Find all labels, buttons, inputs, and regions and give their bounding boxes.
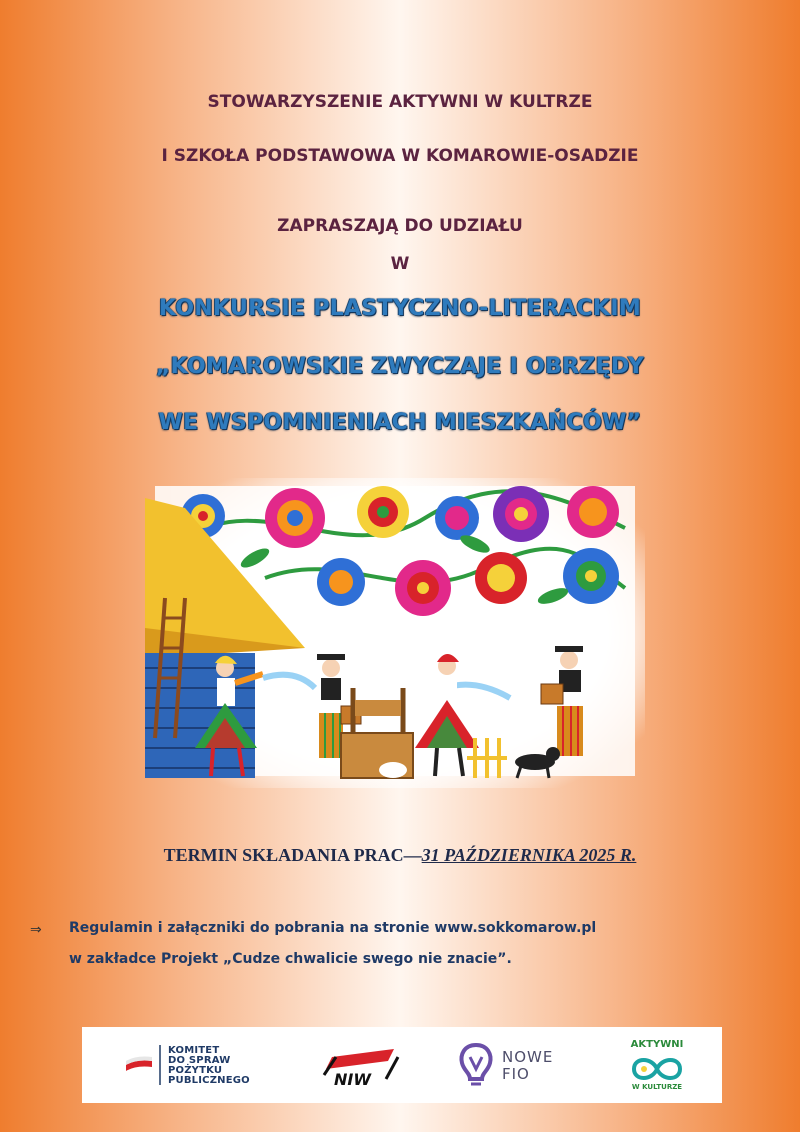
contest-title-line-2: „KOMAROWSKIE ZWYCZAJE I OBRZĘDY	[155, 354, 645, 379]
folk-illustration	[145, 478, 645, 788]
niw-logo	[314, 1027, 404, 1103]
aktywni-w-kulturze-logo	[612, 1027, 702, 1103]
invitation-line: ZAPRASZAJĄ DO UDZIAŁU	[277, 216, 523, 236]
contest-title-line-3: WE WSPOMNIENIACH MIESZKAŃCÓW”	[158, 410, 642, 435]
sponsor-logos-bar	[82, 1027, 722, 1103]
polish-flag-icon	[104, 1027, 164, 1103]
komitet-text: KOMITET DO SPRAW POŻYTKU PUBLICZNEGO	[168, 1045, 250, 1086]
aktywni-text: AKTYWNI	[630, 1039, 684, 1050]
deadline-date: 31 PAŹDZIERNIKA 2025 R.	[421, 845, 637, 865]
deadline-line	[0, 845, 800, 866]
nowe-fio-text: NOWE FIO	[502, 1048, 554, 1083]
info-line-1: Regulamin i załączniki do pobrania na stronie www.sokkomarow.pl	[69, 920, 597, 936]
organizer-line-1: STOWARZYSZENIE AKTYWNI W KULTRZE	[207, 92, 593, 112]
w-kulturze-text: W KULTURZE	[631, 1083, 683, 1091]
w-line: W	[390, 254, 410, 274]
nowe-fio-logo	[454, 1027, 584, 1103]
contest-title-line-1: KONKURSIE PLASTYCZNO-LITERACKIM	[158, 296, 642, 321]
komitet-logo	[104, 1027, 274, 1103]
deadline-label: TERMIN SKŁADANIA PRAC—	[163, 845, 422, 865]
info-line-2: w zakładce Projekt „Cudze chwalicie swego nie znacie”.	[69, 951, 512, 967]
niw-text: NIW	[334, 1070, 371, 1089]
lightbulb-icon	[454, 1027, 498, 1103]
infinity-icon	[612, 1027, 702, 1103]
organizer-line-2: I SZKOŁA PODSTAWOWA W KOMAROWIE-OSADZIE	[161, 146, 639, 166]
arrow-bullet-icon: ⇒	[30, 922, 42, 938]
